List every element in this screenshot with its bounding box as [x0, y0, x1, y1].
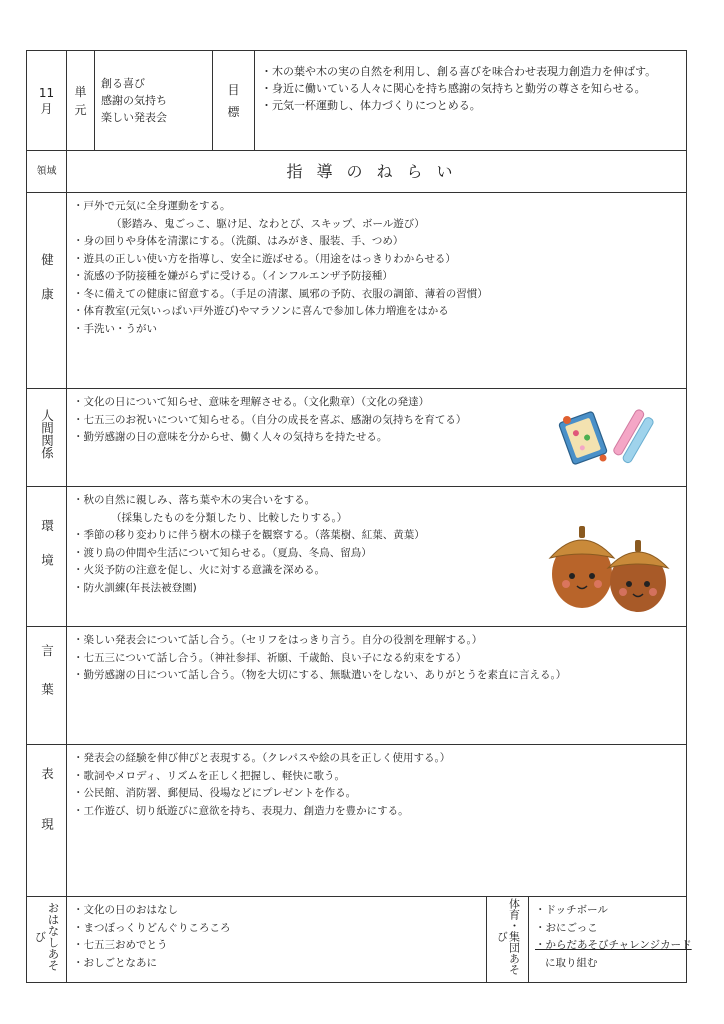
expression-item: ・歌詞やメロディ、リズムを正しく把握し、軽快に歌う。	[73, 769, 345, 782]
health-item: ・体育教室(元気いっぱい戸外遊び)やマラソンに喜んで参加し体力増進をはかる	[73, 305, 449, 317]
environment-item: ・火災予防の注意を促し、火に対する意識を深める。	[73, 564, 325, 576]
relations-label-cell	[27, 389, 67, 487]
expression-row	[27, 745, 687, 897]
games-content	[529, 897, 692, 983]
relations-item: ・勤労感謝の日の意味を分からせ、働く人々の気持ちを持たせる。	[73, 431, 388, 443]
domain-header: 領域	[36, 165, 57, 177]
environment-label: 環境	[39, 518, 55, 588]
language-item: ・七五三について話し合う。（神社参拝、祈願、千歳飴、良い子になる約束をする）	[73, 651, 467, 664]
game-item: ・からだあそびチャレンジカード	[535, 939, 692, 951]
health-content	[67, 193, 687, 389]
language-label-cell	[27, 627, 67, 745]
health-label: 健康	[39, 252, 55, 322]
language-label: 言葉	[39, 643, 55, 721]
language-row	[27, 627, 687, 745]
story-item: ・おしごとなあに	[73, 956, 157, 969]
health-item: ・遊具の正しい使い方を指導し、安全に遊ばせる。（用途をはっきりわからせる）	[73, 252, 456, 265]
expression-item: ・発表会の経験を伸び伸びと表現する。（クレパスや絵の具を正しく使用する。）	[73, 752, 451, 764]
story-item: ・七五三おめでとう	[73, 939, 168, 951]
expression-content	[67, 745, 687, 897]
chitose-ame-candy-icon	[553, 406, 663, 466]
game-item: ・ドッチボール	[535, 904, 608, 916]
bottom-row	[27, 897, 687, 983]
aim-item: ・木の葉や木の実の自然を利用し、創る喜びを味合わせ表現力創造力を伸ばす。	[261, 65, 657, 78]
expression-item: ・公民館、消防署、郵便局、役場などにプレゼントを作る。	[73, 787, 357, 799]
goal-aims-cell	[255, 51, 687, 151]
health-row	[27, 193, 687, 389]
relations-item: ・文化の日について知らせ、意味を理解させる。（文化勲章）（文化の発達）	[73, 396, 430, 408]
health-item: ・身の回りや身体を清潔にする。（洗顔、はみがき、服装、手、つめ）	[73, 235, 404, 247]
theme-item: 創る喜び	[101, 77, 145, 90]
unit-label: 単 元	[74, 84, 87, 117]
guide-title-cell	[67, 151, 687, 193]
stories-content	[67, 897, 487, 983]
language-item: ・勤労感謝の日について話し合う。（物を大切にする、無駄遣いをしない、ありがとうを素直に言える。）	[73, 669, 567, 681]
guide-title: 指導のねらい	[286, 161, 467, 181]
language-item: ・楽しい発表会について話し合う。（セリフをはっきり言う。自分の役割を理解する。）	[73, 634, 483, 646]
stories-label: おはなしあそび	[33, 901, 61, 971]
story-item: ・まつぼっくりどんぐりころころ	[73, 921, 231, 934]
acorn-characters-icon	[540, 516, 680, 616]
health-item: ・冬に備えての健康に留意する。（手足の清潔、風邪の予防、衣服の調節、薄着の習慣）	[73, 287, 488, 300]
unit-themes-cell	[95, 51, 213, 151]
health-item: ・戸外で元気に全身運動をする。	[73, 200, 231, 212]
month-label: 11 月	[38, 85, 55, 116]
game-item: に取り組む	[545, 956, 598, 969]
health-label-cell	[27, 193, 67, 389]
environment-item: ・防火訓練(年長法被登園)	[73, 581, 197, 594]
health-item: ・手洗い・うがい	[73, 322, 157, 335]
month-cell	[27, 51, 67, 151]
language-content	[67, 627, 687, 745]
environment-item: ・渡り鳥の仲間や生活について知らせる。（夏鳥、冬鳥、留鳥）	[73, 546, 372, 559]
games-label-cell	[487, 897, 529, 983]
expression-label-cell	[27, 745, 67, 897]
aim-item: ・元気一杯運動し、体力づくりにつとめる。	[261, 99, 481, 112]
expression-label: 表現	[39, 766, 55, 868]
relations-item: ・七五三のお祝いについて知らせる。（自分の成長を喜ぶ、感謝の気持ちを育てる）	[73, 413, 467, 426]
stories-label-cell	[27, 897, 67, 983]
expression-item: ・工作遊び、切り紙遊びに意欲を持ち、表現力、創造力を豊かにする。	[73, 804, 409, 817]
games-label: 体育・集団あそび	[495, 897, 521, 975]
guide-title-row	[27, 151, 687, 193]
health-item: ・流感の予防接種を嫌がらずに受ける。（インフルエンザ予防接種）	[73, 270, 393, 282]
game-item: ・おにごっこ	[535, 921, 598, 934]
goal-label-cell	[213, 51, 255, 151]
environment-item: ・秋の自然に親しみ、落ち葉や木の実合いをする。	[73, 494, 316, 506]
aim-item: ・身近に働いている人々に関心を持ち感謝の気持ちと勤労の尊さを知らせる。	[261, 82, 646, 95]
environment-item: ・季節の移り変わりに伴う樹木の様子を観察する。（落葉樹、紅葉、黄葉）	[73, 529, 425, 541]
theme-item: 楽しい発表会	[101, 111, 167, 124]
header-row	[27, 51, 687, 151]
environment-item: （採集したものを分類したり、比較したりする。）	[111, 511, 348, 524]
theme-item: 感謝の気持ち	[101, 94, 167, 107]
story-item: ・文化の日のおはなし	[73, 904, 178, 916]
health-item: （影踏み、鬼ごっこ、駆け足、なわとび、スキップ、ボール遊び）	[111, 217, 425, 230]
domain-header-cell	[27, 151, 67, 193]
unit-label-cell	[67, 51, 95, 151]
relations-label: 人間関係	[39, 409, 55, 460]
environment-label-cell	[27, 487, 67, 627]
goal-label: 目 標	[227, 82, 240, 119]
